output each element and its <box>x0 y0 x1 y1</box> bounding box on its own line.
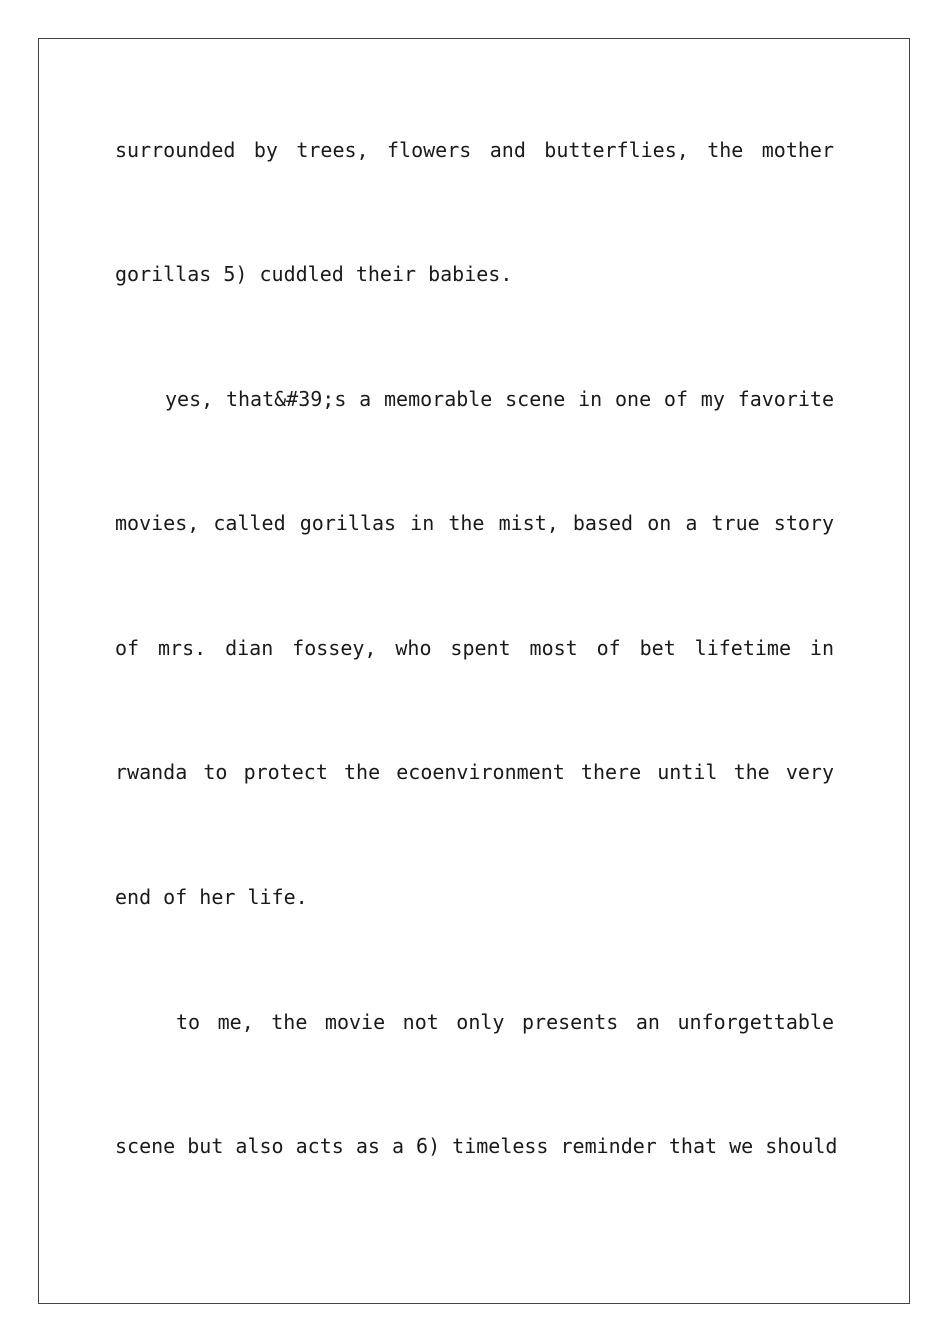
text-line: scene but also acts as a 6) timeless reminder that we should <box>115 1134 838 1158</box>
paragraph-first-line: to me, the movie not only presents an unforgettable <box>176 1010 834 1034</box>
page-frame <box>38 38 910 1304</box>
paragraph-first-line: yes, that&#39;s a memorable scene in one of my favorite <box>165 387 834 411</box>
text-line: gorillas 5) cuddled their babies. <box>115 262 513 286</box>
text-line: end of her life. <box>115 885 308 909</box>
text-line: surrounded by trees, flowers and butterflies, the mother <box>115 138 834 162</box>
text-line: rwanda to protect the ecoenvironment there until the very <box>115 760 834 784</box>
text-line: movies, called gorillas in the mist, based on a true story <box>115 511 834 535</box>
text-line: of mrs. dian fossey, who spent most of bet lifetime in <box>115 636 834 660</box>
